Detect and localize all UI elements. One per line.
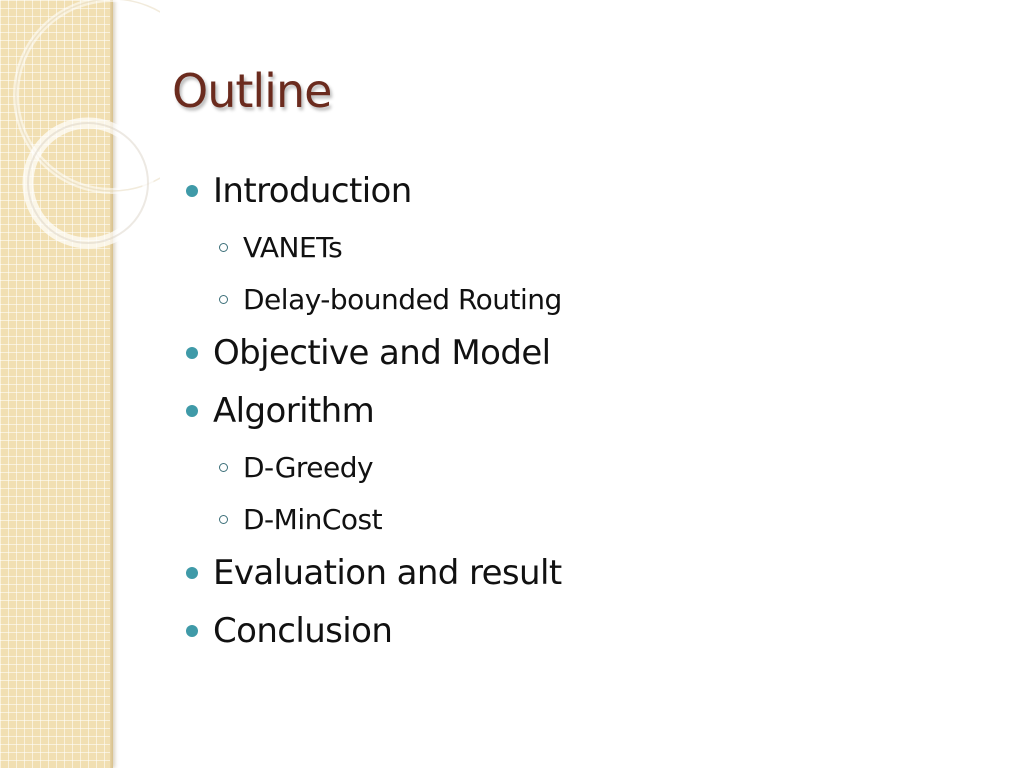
outline-item-text: Introduction bbox=[213, 171, 412, 211]
outline-item-algorithm bbox=[184, 386, 984, 444]
outline-subitem-text: Delay-bounded Routing bbox=[243, 283, 562, 316]
bullet-ring-icon bbox=[219, 515, 228, 524]
outline-item-text: Evaluation and result bbox=[213, 553, 562, 593]
slide-title: Outline bbox=[172, 64, 332, 118]
bullet-dot-icon bbox=[186, 405, 198, 417]
outline-item-conclusion bbox=[184, 606, 984, 664]
outline-item-text: Objective and Model bbox=[213, 333, 551, 373]
outline-item-text: Conclusion bbox=[213, 611, 393, 651]
outline-subitem-text: VANETs bbox=[243, 231, 343, 264]
bullet-dot-icon bbox=[186, 567, 198, 579]
decorative-rings bbox=[0, 0, 160, 260]
outline-subitem-d-mincost bbox=[184, 496, 984, 548]
outline-item-text: Algorithm bbox=[213, 391, 375, 431]
outline-item-evaluation-and-result bbox=[184, 548, 984, 606]
outline-list bbox=[184, 166, 984, 664]
bullet-ring-icon bbox=[219, 463, 228, 472]
outline-subitem-delay-bounded-routing bbox=[184, 276, 984, 328]
bullet-dot-icon bbox=[186, 185, 198, 197]
bullet-ring-icon bbox=[219, 243, 228, 252]
outline-subitem-vanets bbox=[184, 224, 984, 276]
outline-subitem-d-greedy bbox=[184, 444, 984, 496]
outline-item-objective-and-model bbox=[184, 328, 984, 386]
bullet-dot-icon bbox=[186, 347, 198, 359]
outline-subitem-text: D-Greedy bbox=[243, 451, 374, 484]
bullet-dot-icon bbox=[186, 625, 198, 637]
bullet-ring-icon bbox=[219, 295, 228, 304]
outline-item-introduction bbox=[184, 166, 984, 224]
outline-subitem-text: D-MinCost bbox=[243, 503, 383, 536]
